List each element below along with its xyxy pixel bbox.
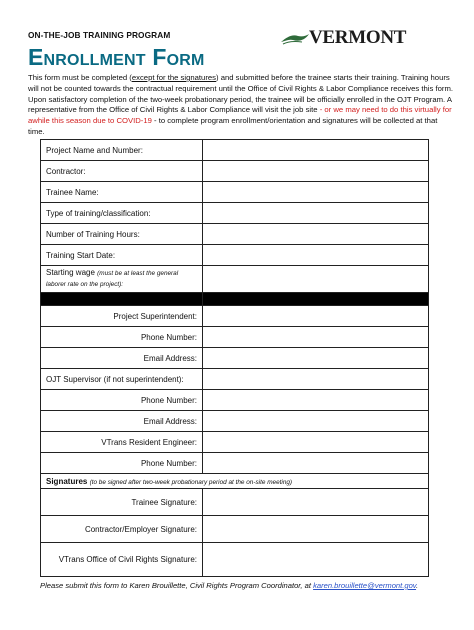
trainee-signature-field[interactable] bbox=[203, 489, 429, 516]
contractor-signature-label: Contractor/Employer Signature: bbox=[41, 516, 203, 543]
supervisor-email-label: Email Address: bbox=[41, 411, 203, 432]
superintendent-email-field[interactable] bbox=[203, 348, 429, 369]
training-type-field[interactable] bbox=[203, 203, 429, 224]
training-type-label: Type of training/classification: bbox=[41, 203, 203, 224]
vermont-logo bbox=[280, 26, 416, 50]
ojt-supervisor-field[interactable] bbox=[203, 369, 429, 390]
supervisor-phone-field[interactable] bbox=[203, 390, 429, 411]
superintendent-email-label: Email Address: bbox=[41, 348, 203, 369]
vtrans-signature-field[interactable] bbox=[203, 543, 429, 577]
signatures-note: (to be signed after two-week probationary period at the on-site meeting) bbox=[89, 478, 293, 486]
ojt-supervisor-label: OJT Supervisor (if not superintendent): bbox=[41, 369, 203, 390]
resident-engineer-label: VTrans Resident Engineer: bbox=[41, 432, 203, 453]
contractor-field[interactable] bbox=[203, 161, 429, 182]
contractor-label: Contractor: bbox=[41, 161, 203, 182]
start-date-label: Training Start Date: bbox=[41, 245, 203, 266]
trainee-signature-label: Trainee Signature: bbox=[41, 489, 203, 516]
intro-text-2: ) and submitted before the trainee starts their training. Training hours will not be counted towards the contractual requirement until the Office of Civil Rights & Labor Compliance receives this form. Upon satisfactory completion of the two-week probationary period, the trainee will be officially enrolled in the OJT Program. A representative from the Office of Civil Rights & Labor Compliance will visit the job site bbox=[28, 73, 454, 115]
starting-wage-text: Starting wage bbox=[46, 268, 95, 277]
coordinator-email-link[interactable]: karen.brouillette@vermont.gov bbox=[313, 581, 417, 590]
resident-engineer-field[interactable] bbox=[203, 432, 429, 453]
intro-text-3: - to complete program enrollment/orientation and signatures will be collected at that time. bbox=[28, 116, 438, 136]
start-date-field[interactable] bbox=[203, 245, 429, 266]
supervisor-email-field[interactable] bbox=[203, 411, 429, 432]
contractor-signature-field[interactable] bbox=[203, 516, 429, 543]
section-divider bbox=[41, 293, 429, 306]
superintendent-phone-label: Phone Number: bbox=[41, 327, 203, 348]
vtrans-signature-label: VTrans Office of Civil Rights Signature: bbox=[41, 543, 203, 577]
submission-note bbox=[40, 581, 444, 590]
supervisor-phone-label: Phone Number: bbox=[41, 390, 203, 411]
covid-note: - or we may need to do this virtually for awhile this season due to COVID-19 bbox=[28, 105, 452, 126]
program-name: ON-THE-JOB TRAINING PROGRAM bbox=[28, 30, 171, 40]
signatures-title: Signatures bbox=[46, 476, 88, 486]
starting-wage-note: (must be at least the general laborer rate on the project): bbox=[46, 270, 179, 288]
training-hours-label: Number of Training Hours: bbox=[41, 224, 203, 245]
superintendent-field[interactable] bbox=[203, 306, 429, 327]
starting-wage-field[interactable] bbox=[203, 266, 429, 293]
enrollment-table bbox=[40, 139, 429, 577]
superintendent-phone-field[interactable] bbox=[203, 327, 429, 348]
intro-underlined: except for the signatures bbox=[131, 73, 217, 82]
footer-text: Please submit this form to Karen Brouillette, Civil Rights Program Coordinator, at bbox=[40, 581, 314, 590]
intro-paragraph bbox=[28, 73, 453, 138]
logo-wordmark: VERMONT bbox=[309, 27, 407, 48]
starting-wage-label bbox=[41, 266, 203, 293]
mountain-leaf-icon bbox=[280, 28, 310, 52]
superintendent-label: Project Superintendent: bbox=[41, 306, 203, 327]
engineer-phone-label: Phone Number: bbox=[41, 453, 203, 474]
intro-text-1: This form must be completed ( bbox=[28, 73, 132, 82]
footer-end: . bbox=[416, 581, 419, 590]
trainee-name-label: Trainee Name: bbox=[41, 182, 203, 203]
trainee-name-field[interactable] bbox=[203, 182, 429, 203]
signatures-header bbox=[41, 474, 429, 489]
engineer-phone-field[interactable] bbox=[203, 453, 429, 474]
form-title: Enrollment Form bbox=[28, 44, 205, 70]
project-name-field[interactable] bbox=[203, 140, 429, 161]
project-name-label: Project Name and Number: bbox=[41, 140, 203, 161]
training-hours-field[interactable] bbox=[203, 224, 429, 245]
